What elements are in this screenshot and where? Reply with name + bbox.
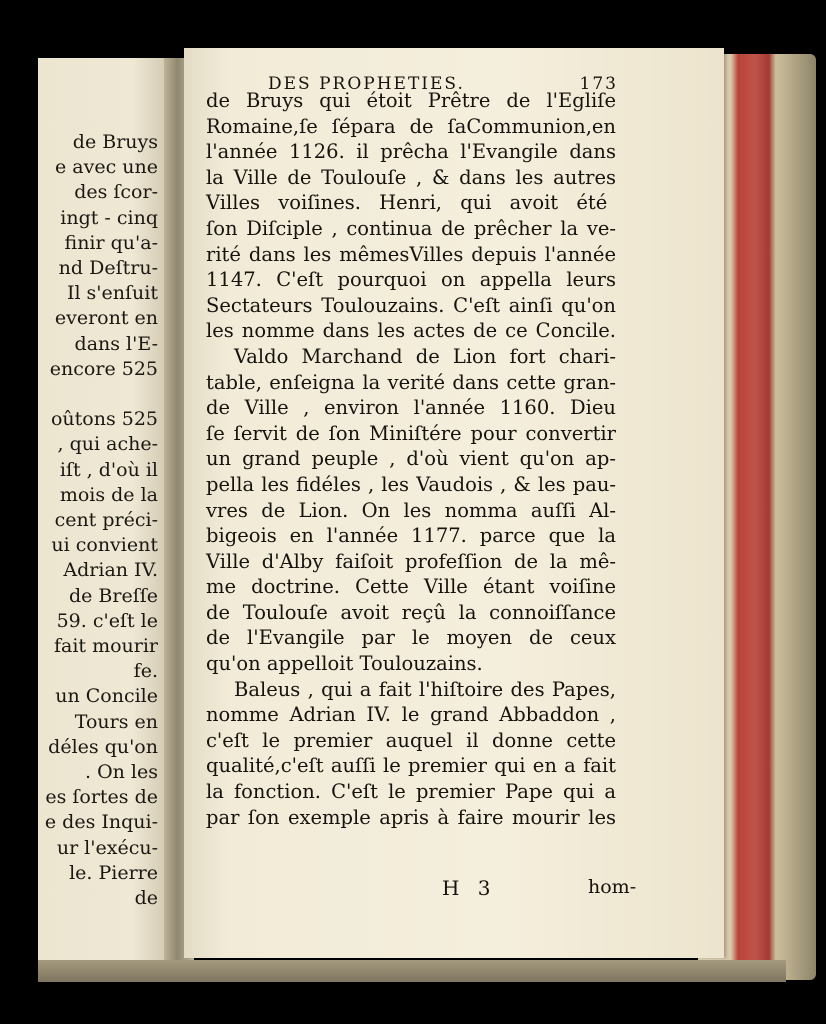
left-page-line: oûtons 525	[50, 408, 158, 431]
book-bottom-edge	[38, 960, 786, 982]
text-line: qualité,c'eſt auſſi le premier qui en a fait	[206, 754, 616, 778]
text-line: rité dans les mêmesVilles depuis l'année	[206, 242, 616, 266]
left-page-line: de Breſſe	[68, 584, 158, 607]
text-line: vres de Lion. On les nomma auſſi Al-	[206, 498, 616, 522]
left-page-line: dans l'E-	[74, 332, 158, 355]
text-line: la Ville de Toulouſe , & dans les autres	[206, 165, 616, 189]
page-number: 173	[579, 74, 618, 94]
text-line: les nomme dans les actes de ce Concile.	[206, 319, 616, 343]
text-line: Valdo Marchand de Lion fort chari-	[234, 344, 616, 368]
left-page-line: encore 525	[49, 357, 158, 380]
text-line: de Toulouſe avoit reçû la connoiſſance	[206, 600, 616, 624]
text-line: par ſon exemple apris à faire mourir les	[206, 805, 616, 829]
text-line: qu'on appelloit Toulouzains.	[206, 652, 483, 676]
text-line: Sectateurs Toulouzains. C'eſt ainſi qu'on	[206, 293, 616, 317]
left-page-line	[45, 382, 158, 407]
left-page-line: cent préci-	[54, 509, 158, 532]
left-page-line: e avec une	[55, 156, 158, 179]
text-line: ſon Diſciple , continua de prêcher la ve-	[206, 216, 616, 240]
left-page-line: déles qu'on	[48, 735, 158, 758]
left-page-line: fait mourir	[53, 635, 158, 658]
left-page-line: everont en	[54, 307, 158, 330]
text-line: Ville d'Alby faiſoit profeſſion de la mê-	[206, 549, 616, 573]
text-line: pella les fidéles , les Vaudois , & les pau-	[206, 472, 616, 496]
text-line: c'eſt le premier auquel il donne cette	[206, 728, 616, 752]
left-page-line: es ſortes de	[45, 786, 158, 809]
left-page-text	[45, 130, 158, 911]
text-line: la fonction. C'eſt le premier Pape qui a	[206, 780, 616, 804]
text-line: Romaine,ſe ſépara de ſaCommunion,en	[206, 114, 616, 138]
left-page-line: Tours en	[74, 710, 158, 733]
left-page-line: des ſcor-	[74, 181, 158, 204]
left-page-line: nd Deſtru-	[58, 257, 158, 280]
left-page-line: ur l'exécu-	[56, 836, 158, 859]
catchword: hom-	[588, 876, 637, 898]
text-line: ſe ſervit de ſon Miniſtére pour convertir	[206, 421, 616, 445]
text-line: nomme Adrian IV. le grand Abbaddon ,	[206, 703, 616, 727]
text-line: un grand peuple , d'où vient qu'on ap-	[206, 447, 616, 471]
left-page-line: un Concile	[55, 685, 158, 708]
text-line: 1147. C'eſt pourquoi on appella leurs	[206, 268, 616, 292]
left-page-line: ui convient	[51, 534, 158, 557]
right-page-text	[206, 88, 616, 830]
left-page-line: 59. c'eſt le	[56, 609, 158, 632]
text-line: de l'Evangile par le moyen de ceux	[206, 626, 616, 650]
left-page-line: Adrian IV.	[63, 559, 158, 582]
left-page-line: le. Pierre	[69, 861, 158, 884]
left-page	[38, 58, 172, 978]
text-line: bigeois en l'année 1177. parce que la	[206, 524, 616, 548]
left-page-line: mois de la	[59, 483, 158, 506]
left-page-line: fe.	[133, 660, 158, 683]
left-page-line: ingt - cinq	[60, 206, 158, 229]
right-page	[184, 48, 724, 958]
text-line: de Ville , environ l'année 1160. Dieu	[206, 396, 616, 420]
left-page-line: iſt , d'où il	[59, 458, 158, 481]
left-page-line: finir qu'a-	[64, 231, 158, 254]
left-page-line: de Bruys	[72, 131, 158, 153]
text-line: table, enſeigna la verité dans cette gran-	[206, 370, 616, 394]
text-line: Baleus , qui a fait l'hiſtoire des Papes,	[234, 677, 616, 701]
left-page-line: Il s'enſuit	[66, 282, 158, 305]
left-page-line: . On les	[84, 761, 158, 784]
left-page-line: de	[134, 887, 158, 910]
text-line: me doctrine. Cette Ville étant voiſine	[206, 575, 616, 599]
text-line: l'année 1126. il prêcha l'Evangile dans	[206, 140, 616, 164]
open-book	[38, 48, 786, 988]
signature-mark: H 3	[442, 876, 497, 900]
text-line: Villes voiſines. Henri, qui avoit été	[206, 191, 608, 215]
left-page-line: e des Inqui-	[44, 811, 158, 834]
running-head: DES PROPHETIES.	[268, 74, 465, 94]
left-page-line: , qui ache-	[57, 433, 158, 456]
text-line: de Bruys qui étoit Prêtre de l'Egliſe	[206, 89, 616, 112]
